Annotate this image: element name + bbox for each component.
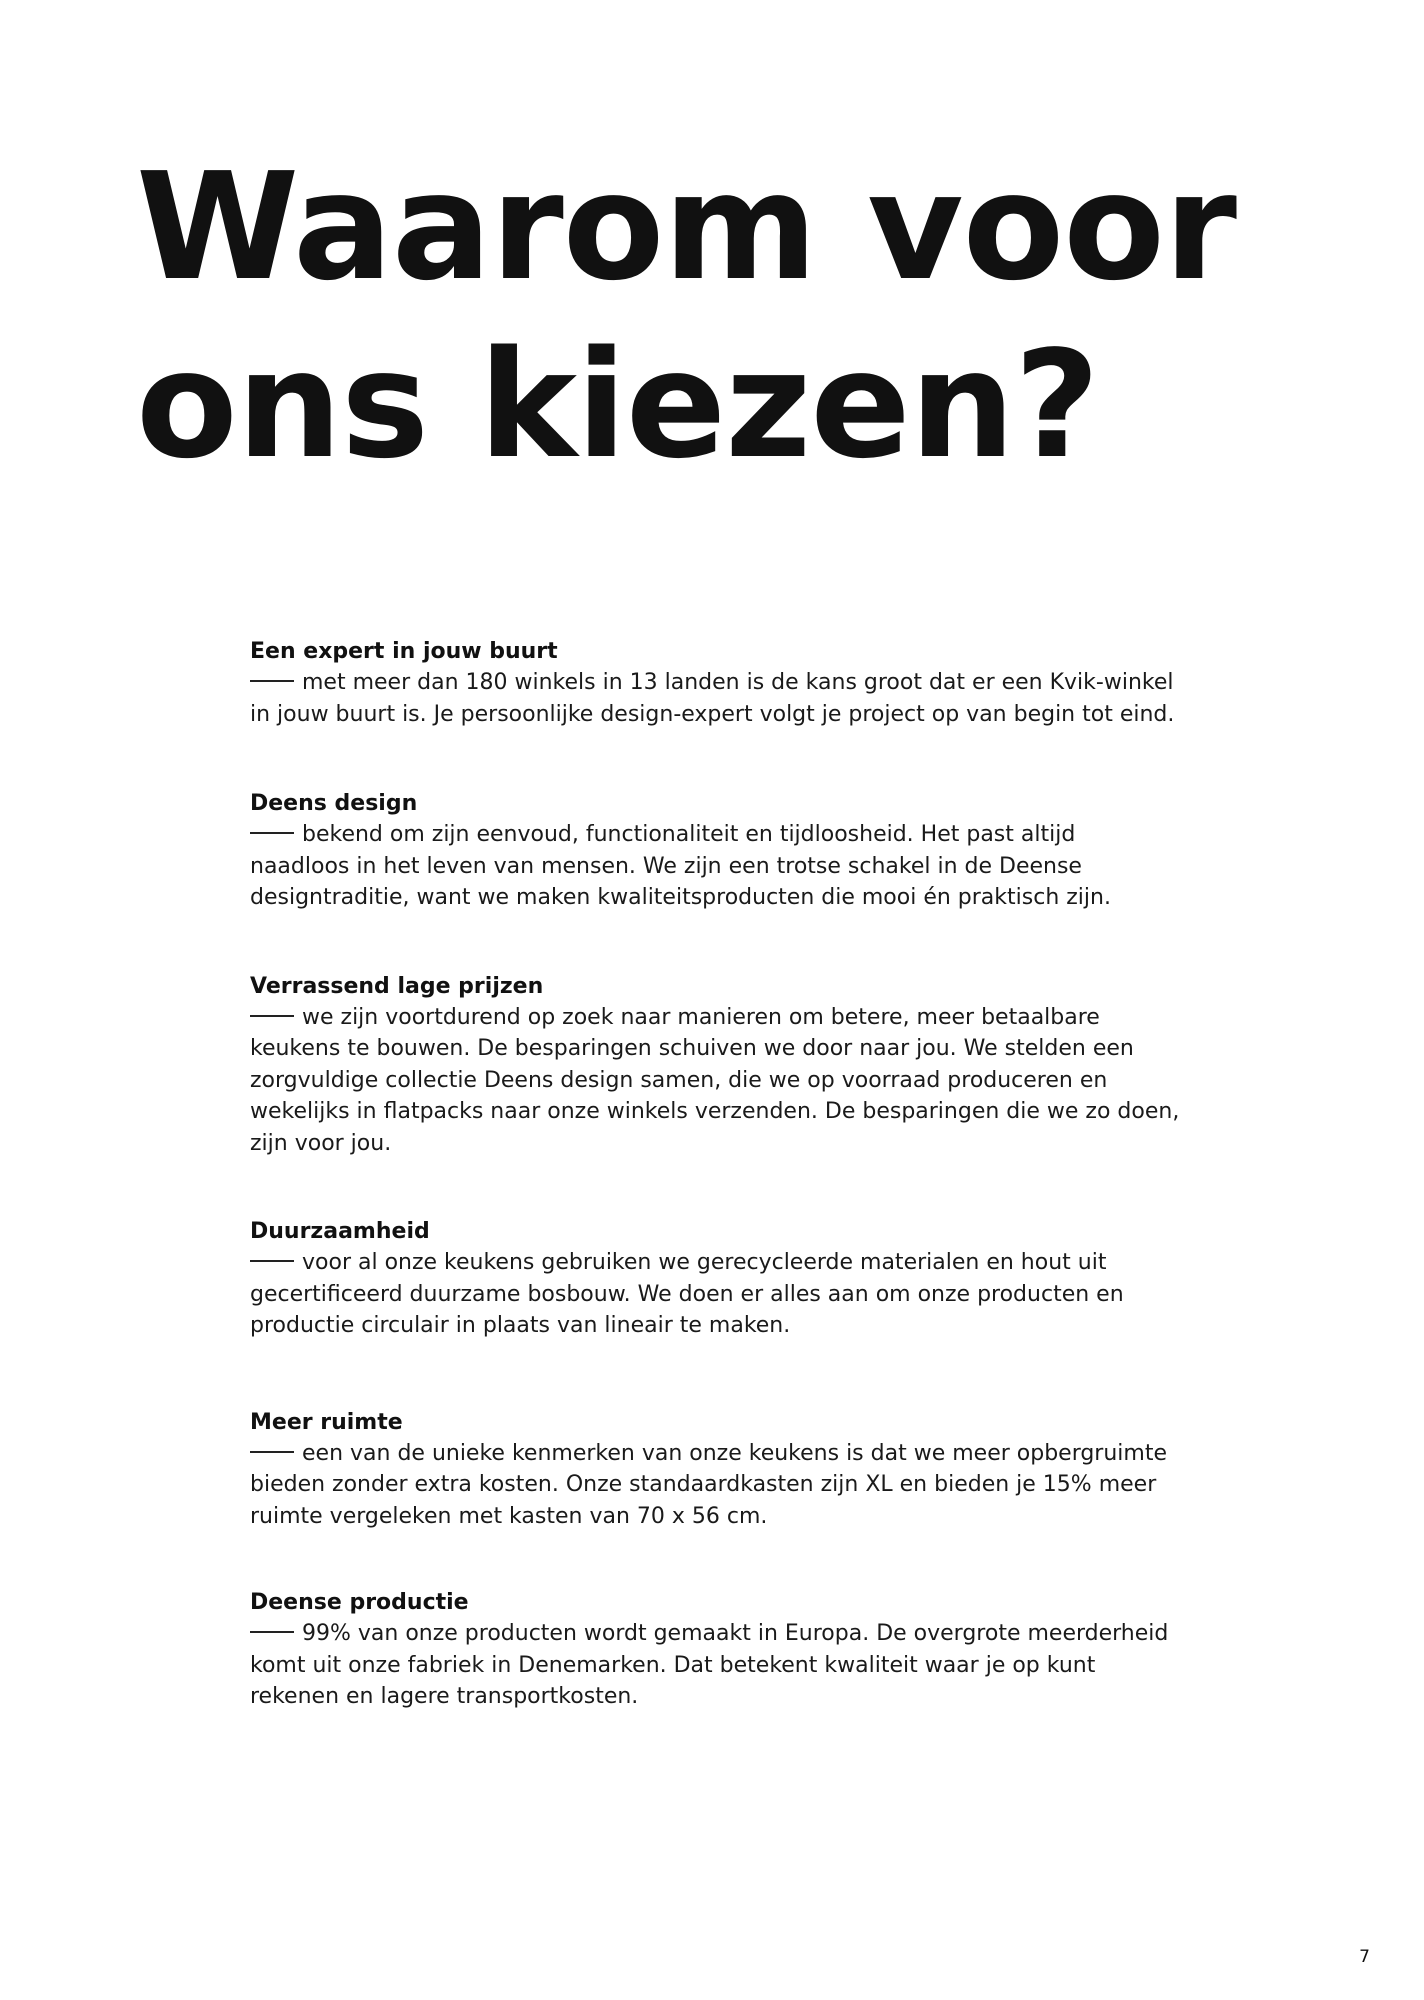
section-body-text: 99% van onze producten wordt gemaakt in Europa. De overgrote meerderheid komt uit onze fabriek in Denemarken. Dat betekent kwaliteit waar je op kunt rekenen en lagere transportkosten. xyxy=(250,1621,1169,1709)
section-body-text: met meer dan 180 winkels in 13 landen is de kans groot dat er een Kvik-winkel in jouw buurt is. Je persoonlijke design-expert volgt je project op van begin tot eind. xyxy=(250,670,1175,727)
section-body-text: bekend om zijn eenvoud, functionaliteit en tijdloosheid. Het past altijd naadloos in het leven van mensen. We zijn een trotse schakel in de Deense designtraditie, want we maken kwaliteitsproducten die mooi én praktisch zijn. xyxy=(250,822,1111,910)
em-dash-rule xyxy=(250,1015,294,1017)
section-heading: Deens design xyxy=(250,791,418,816)
section-body xyxy=(250,1618,1180,1713)
page-title-line-2: ons kiezen? xyxy=(136,319,1099,491)
section-meer-ruimte xyxy=(250,1407,1180,1533)
page-title xyxy=(136,138,1236,494)
feature-list xyxy=(250,636,1180,1713)
em-dash-rule xyxy=(250,680,294,682)
section-body-text: voor al onze keukens gebruiken we gerecycleerde materialen en hout uit gecertificeerd duurzame bosbouw. We doen er alles aan om onze producten en productie circulair in plaats van lineair te maken. xyxy=(250,1250,1124,1338)
em-dash-rule xyxy=(250,1451,294,1453)
section-body xyxy=(250,1247,1180,1342)
em-dash-rule xyxy=(250,832,294,834)
section-body xyxy=(250,819,1180,914)
section-heading: Meer ruimte xyxy=(250,1409,403,1435)
em-dash-rule xyxy=(250,1631,294,1633)
page-title-line-1: Waarom voor xyxy=(136,141,1236,313)
section-body-text: we zijn voortdurend op zoek naar manieren om betere, meer betaalbare keukens te bouwen. De besparingen schuiven we door naar jou. We stelden een zorgvuldige collectie Deens design samen, die we op voorraad produceren en wekelijks in flatpacks naar onze winkels verzenden. De besparingen die we zo doen, zijn voor jou. xyxy=(250,1004,1180,1156)
em-dash-rule xyxy=(250,1260,294,1262)
section-heading: Een expert in jouw buurt xyxy=(250,639,558,664)
section-prijzen xyxy=(250,971,1180,1160)
section-heading: Duurzaamheid xyxy=(250,1219,430,1244)
section-body xyxy=(250,667,1180,730)
section-deens-design xyxy=(250,788,1180,914)
section-body xyxy=(250,1002,1180,1160)
section-deense-productie xyxy=(250,1587,1180,1713)
section-body-text: een van de unieke kenmerken van onze keukens is dat we meer opbergruimte bieden zonder extra kosten. Onze standaardkasten zijn XL en bieden je 15% meer ruimte vergeleken met kasten van 70 x 56 cm. xyxy=(250,1440,1168,1529)
section-heading: Verrassend lage prijzen xyxy=(250,973,544,999)
section-heading: Deense productie xyxy=(250,1590,469,1615)
section-duurzaamheid xyxy=(250,1216,1180,1342)
section-expert xyxy=(250,636,1180,730)
page-number: 7 xyxy=(1359,1947,1370,1967)
section-body xyxy=(250,1438,1180,1533)
